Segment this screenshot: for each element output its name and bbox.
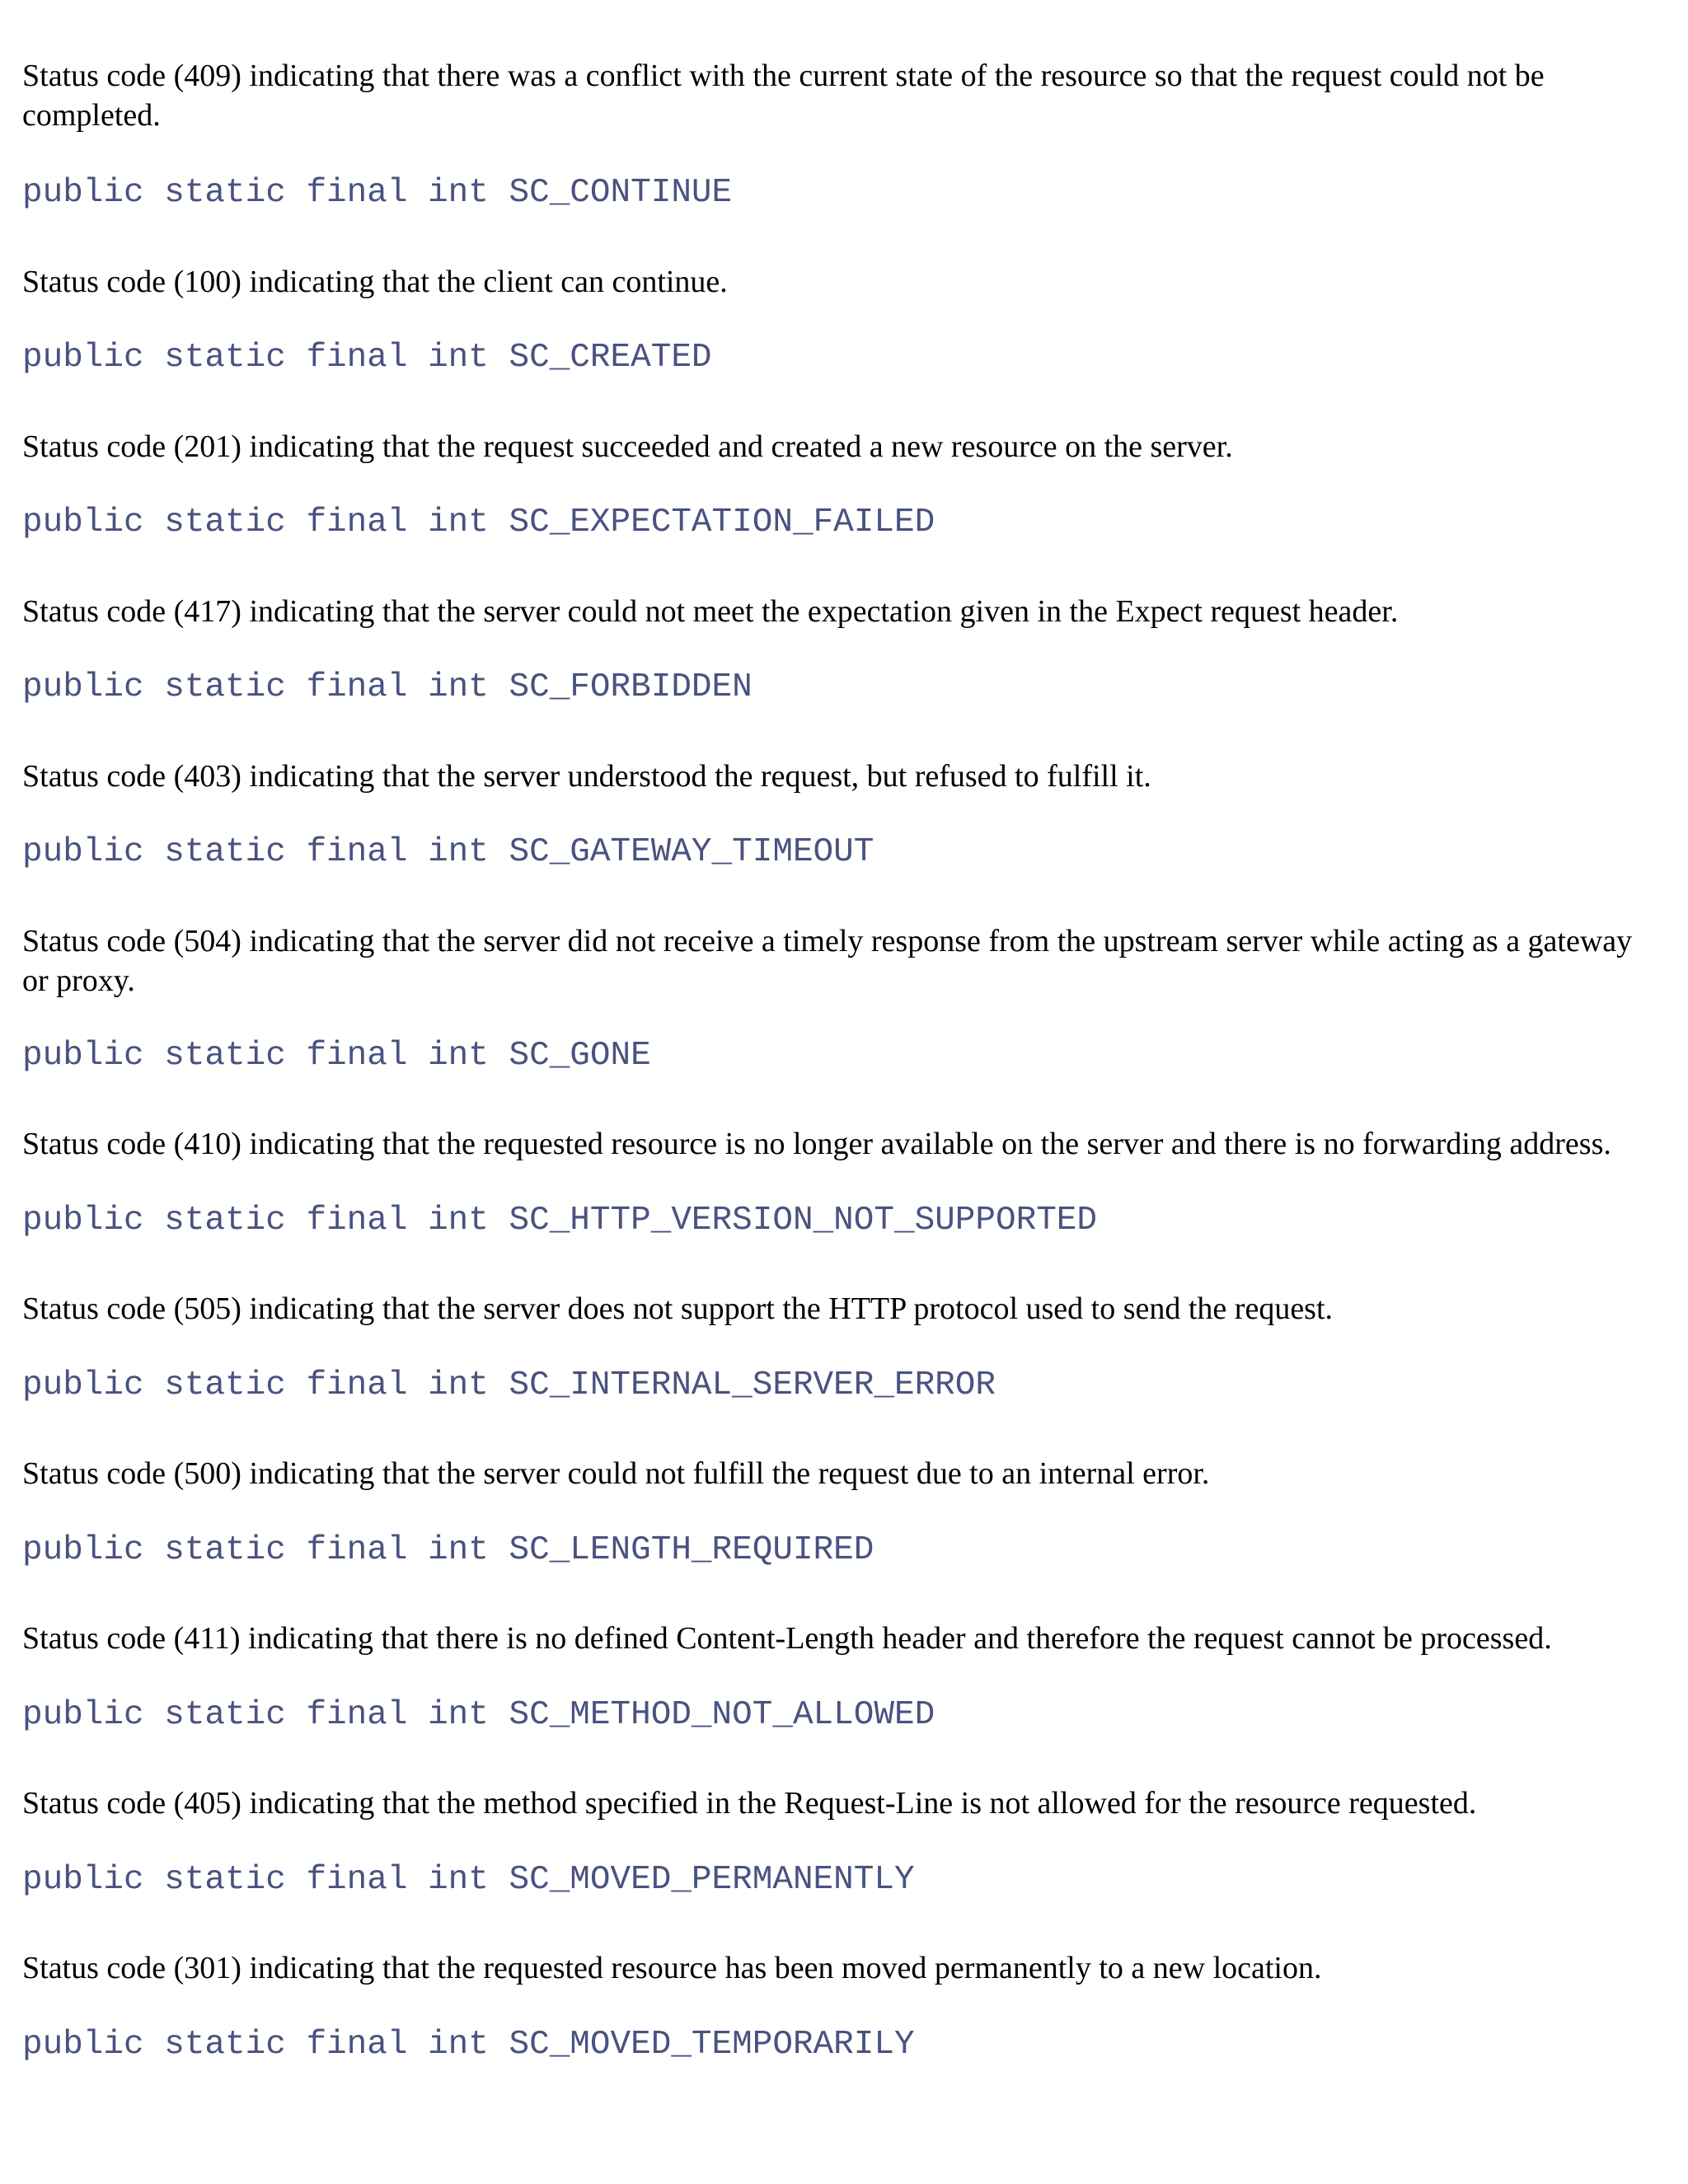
field-description-sc-continue: Status code (100) indicating that the client can continue. bbox=[22, 265, 728, 299]
field-description-sc-gone: Status code (410) indicating that the requested resource is no longer available on the server and there is no forwarding address. bbox=[22, 1127, 1611, 1161]
field-description-sc-forbidden: Status code (403) indicating that the server understood the request, but refused to fulfill it. bbox=[22, 759, 1151, 794]
field-description-sc-method-not-allowed: Status code (405) indicating that the method specified in the Request-Line is not allowed for the resource requested. bbox=[22, 1786, 1477, 1821]
field-signature-sc-moved-permanently: public static final int SC_MOVED_PERMANENTLY bbox=[22, 1861, 915, 1899]
field-description-sc-expectation-failed: Status code (417) indicating that the server could not meet the expectation given in the Expect request header. bbox=[22, 594, 1399, 629]
field-description-sc-gateway-timeout: Status code (504) indicating that the server did not receive a timely response from the upstream server while acting as a gateway or proxy. bbox=[22, 924, 1633, 998]
field-signature-sc-method-not-allowed: public static final int SC_METHOD_NOT_ALLOWED bbox=[22, 1696, 935, 1734]
field-signature-sc-continue: public static final int SC_CONTINUE bbox=[22, 174, 733, 212]
field-signature-sc-gateway-timeout: public static final int SC_GATEWAY_TIMEOUT bbox=[22, 833, 874, 871]
field-signature-sc-gone: public static final int SC_GONE bbox=[22, 1037, 651, 1075]
field-signature-sc-moved-temporarily: public static final int SC_MOVED_TEMPORARILY bbox=[22, 2026, 915, 2064]
field-signature-sc-expectation-failed: public static final int SC_EXPECTATION_FAILED bbox=[22, 504, 935, 541]
field-signature-sc-length-required: public static final int SC_LENGTH_REQUIRED bbox=[22, 1531, 874, 1569]
field-signature-sc-forbidden: public static final int SC_FORBIDDEN bbox=[22, 668, 753, 706]
field-description-sc-length-required: Status code (411) indicating that there is no defined Content-Length header and therefore the request cannot be processed. bbox=[22, 1621, 1552, 1656]
field-signature-sc-created: public static final int SC_CREATED bbox=[22, 339, 712, 377]
field-description-sc-internal-server-error: Status code (500) indicating that the server could not fulfill the request due to an internal error. bbox=[22, 1456, 1210, 1491]
field-signature-sc-http-version-not-supported: public static final int SC_HTTP_VERSION_NOT_SUPPORTED bbox=[22, 1202, 1098, 1240]
field-description-sc-created: Status code (201) indicating that the request succeeded and created a new resource on the server. bbox=[22, 429, 1233, 464]
field-description-sc-conflict: Status code (409) indicating that there was a conflict with the current state of the resource so that the request could not be completed. bbox=[22, 59, 1545, 133]
field-description-sc-moved-permanently: Status code (301) indicating that the requested resource has been moved permanently to a new location. bbox=[22, 1951, 1322, 1985]
field-description-sc-http-version-not-supported: Status code (505) indicating that the server does not support the HTTP protocol used to send the request. bbox=[22, 1291, 1334, 1326]
field-signature-sc-internal-server-error: public static final int SC_INTERNAL_SERVER_ERROR bbox=[22, 1366, 996, 1404]
